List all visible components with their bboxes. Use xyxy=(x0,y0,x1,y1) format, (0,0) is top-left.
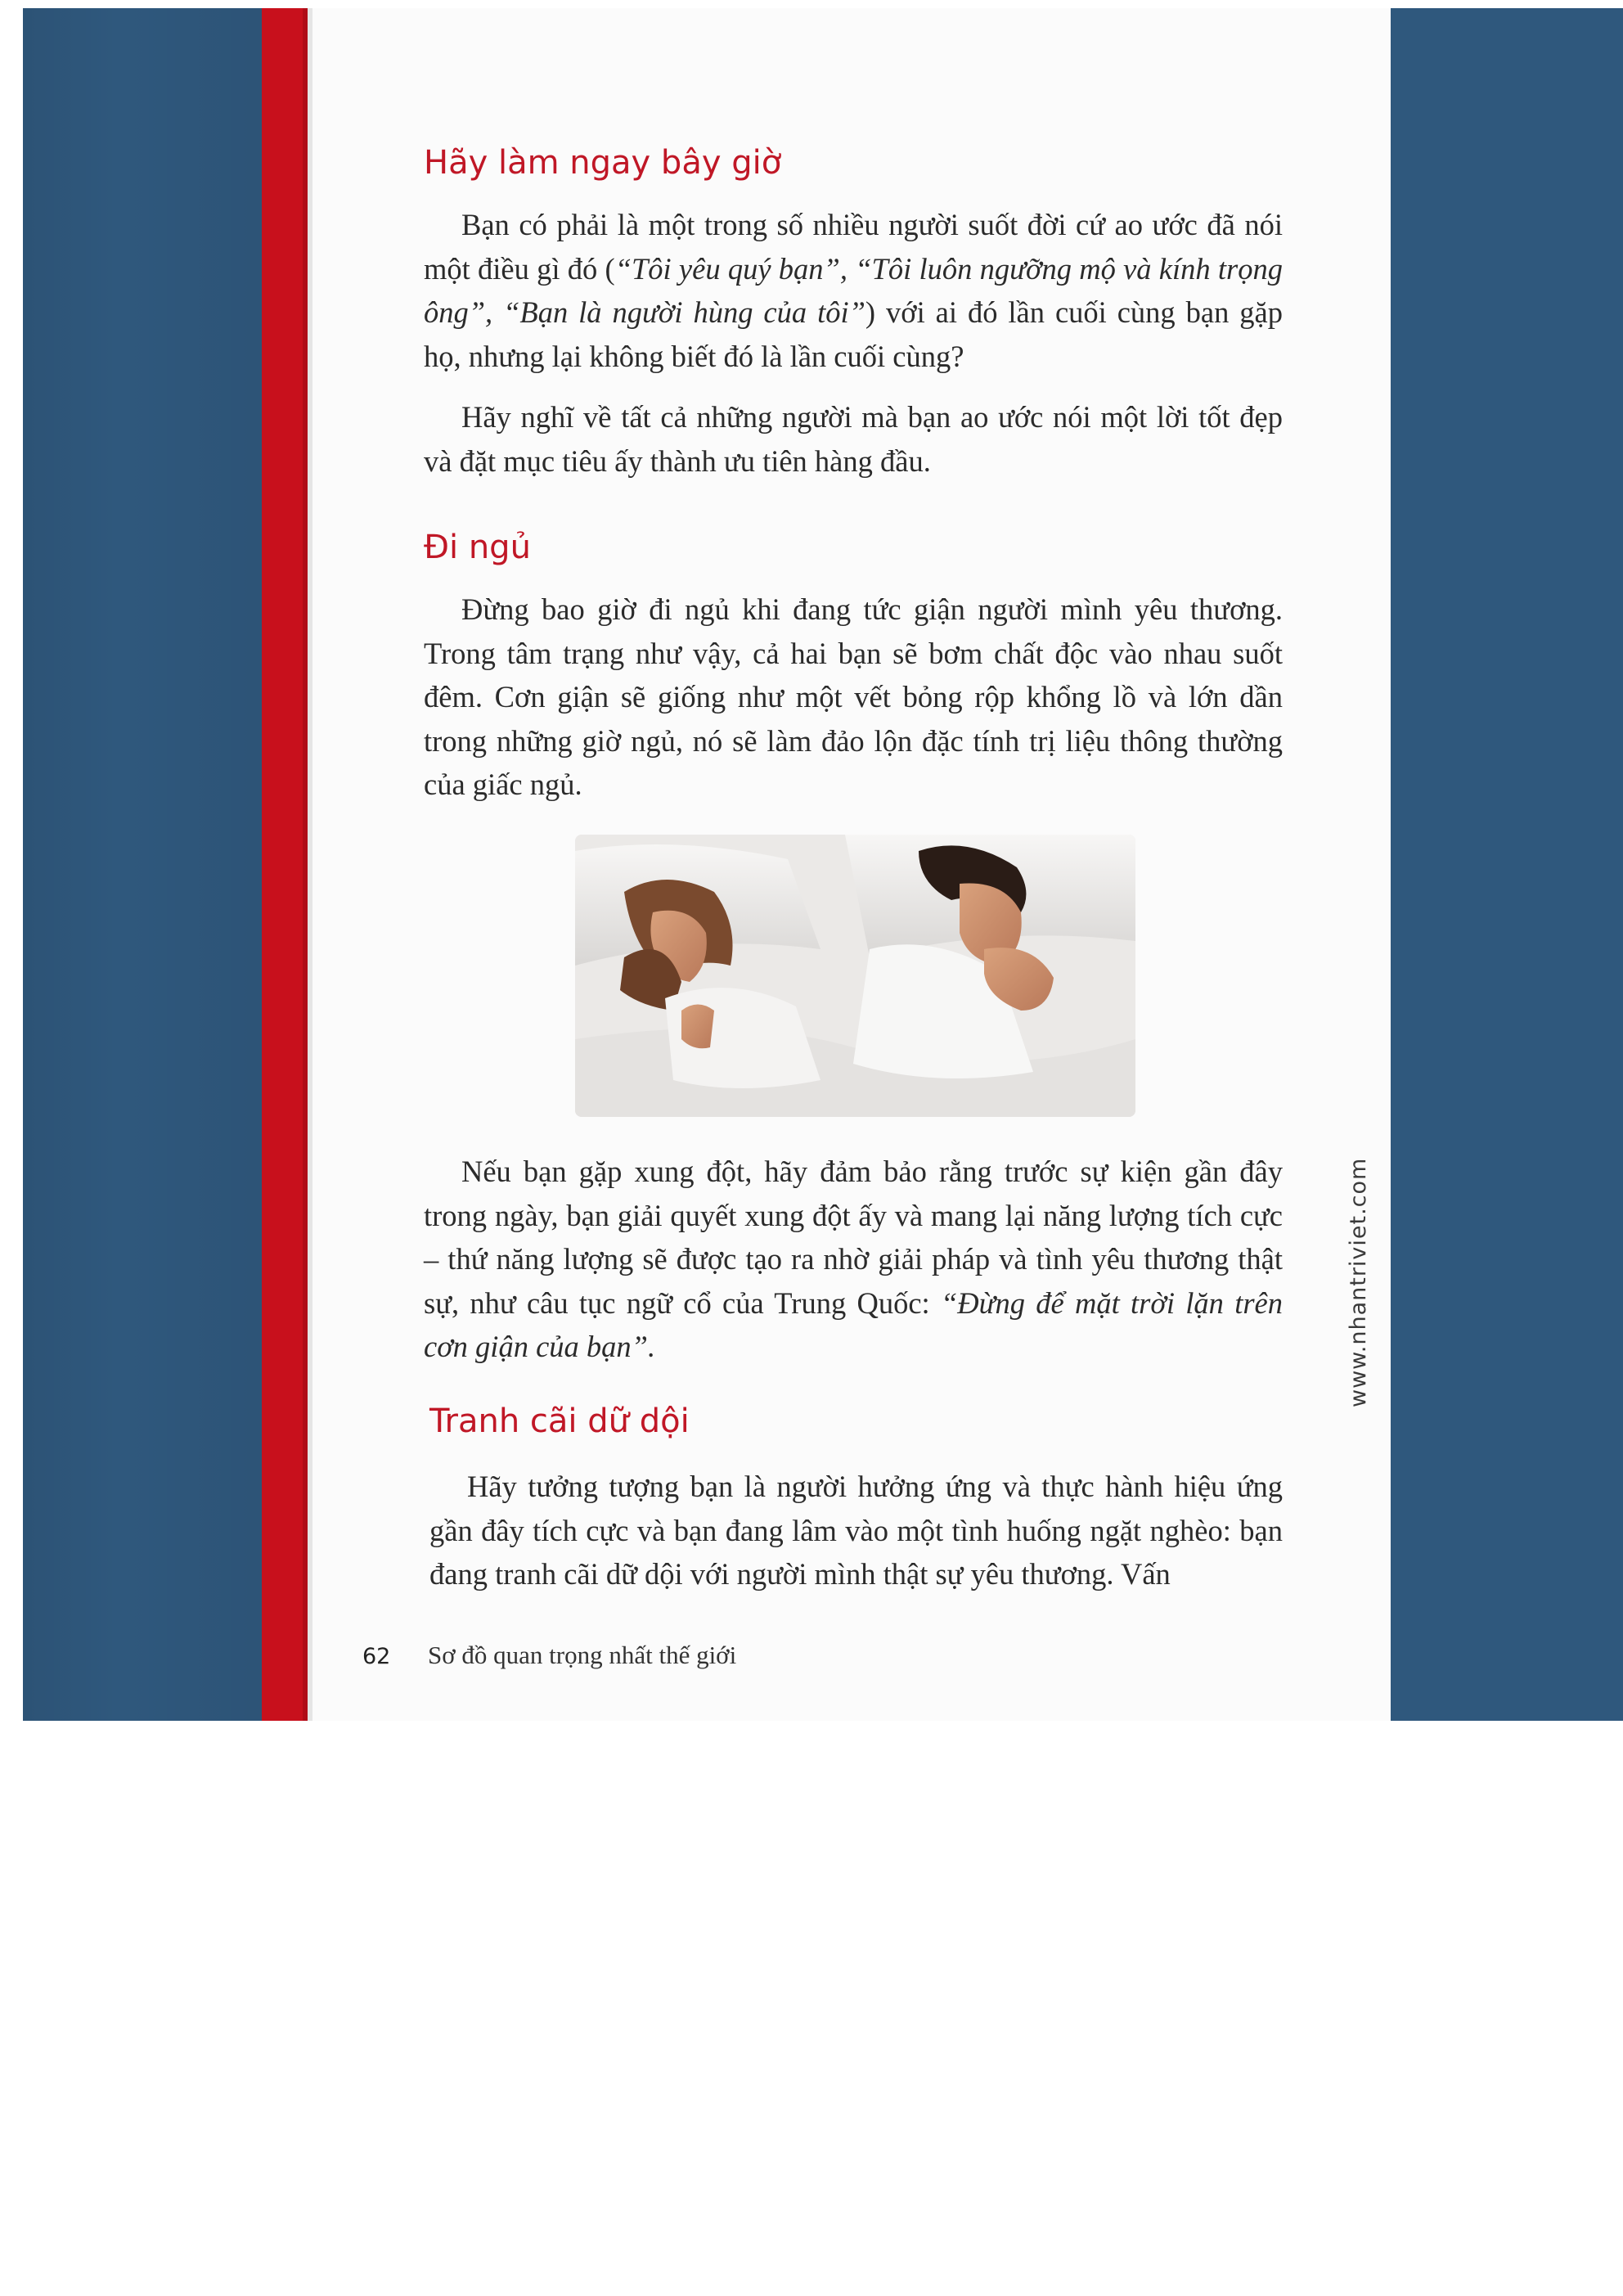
text-run: ) với ai đó lần cuối cùng bạn gặp họ, nhưng lại không biết đó là lần cuối cùng? xyxy=(424,295,1283,373)
section-heading-tranh-cai: Tranh cãi dữ dội xyxy=(429,1402,690,1440)
paragraph-lam-ngay-2 xyxy=(424,395,1283,483)
text-run: Hãy tưởng tượng bạn là người hưởng ứng và thực hành hiệu ứng gần đây tích cực và bạn đang lâm vào một tình huống ngặt nghèo: bạn đang tranh cãi dữ dội với người mình thật sự yêu thương. Vấn xyxy=(429,1470,1283,1591)
text-run: Đừng bao giờ đi ngủ khi đang tức giận người mình yêu thương. Trong tâm trạng như vậy, cả hai bạn sẽ bơm chất độc vào nhau suốt đêm. Cơn giận sẽ giống như một vết bỏng rộp khổng lồ và lớn dần trong những giờ ngủ, nó sẽ làm đảo lộn đặc tính trị liệu thông thường của giấc ngủ. xyxy=(424,592,1283,801)
paragraph-di-ngu-1 xyxy=(424,588,1283,807)
page-number: 62 xyxy=(362,1644,391,1669)
section-heading-di-ngu: Đi ngủ xyxy=(424,529,531,566)
text-run: Bạn có phải là một trong số nhiều người suốt đời cứ ao ước đã nói một điều gì đó ( xyxy=(424,208,1283,286)
paragraph-lam-ngay-1 xyxy=(424,203,1283,378)
italic-quote: “Đừng để mặt trời lặn trên cơn giận của bạn”. xyxy=(424,1285,1283,1363)
right-blue-band xyxy=(1391,8,1623,1721)
running-footer-title: Sơ đồ quan trọng nhất thế giới xyxy=(428,1641,737,1669)
paragraph-di-ngu-2 xyxy=(424,1150,1283,1369)
left-band-shading xyxy=(23,8,262,1721)
vertical-url-text: www.nhantriviet.com xyxy=(1346,1157,1371,1407)
section-heading-lam-ngay: Hãy làm ngay bây giờ xyxy=(424,144,782,182)
text-run: Hãy nghĩ về tất cả những người mà bạn ao ước nói một lời tốt đẹp và đặt mục tiêu ấy thành ưu tiên hàng đầu. xyxy=(424,400,1283,478)
italic-quote: “Tôi yêu quý bạn”, “Tôi luôn ngưỡng mộ và kính trọng ông”, “Bạn là người hùng của tôi” xyxy=(424,251,1284,329)
text-run: Nếu bạn gặp xung đột, hãy đảm bảo rằng trước sự kiện gần đây trong ngày, bạn giải quyết xung đột ấy và mang lại năng lượng tích cực – thứ năng lượng sẽ được tạo ra nhờ giải pháp và tình yêu thương thật sự, như câu tục ngữ cổ của Trung Quốc: xyxy=(424,1155,1283,1320)
couple-in-bed-photo xyxy=(575,835,1135,1117)
paragraph-tranh-cai-1 xyxy=(429,1465,1283,1596)
red-spine-strip xyxy=(262,8,308,1721)
spine-gap xyxy=(308,8,312,1721)
